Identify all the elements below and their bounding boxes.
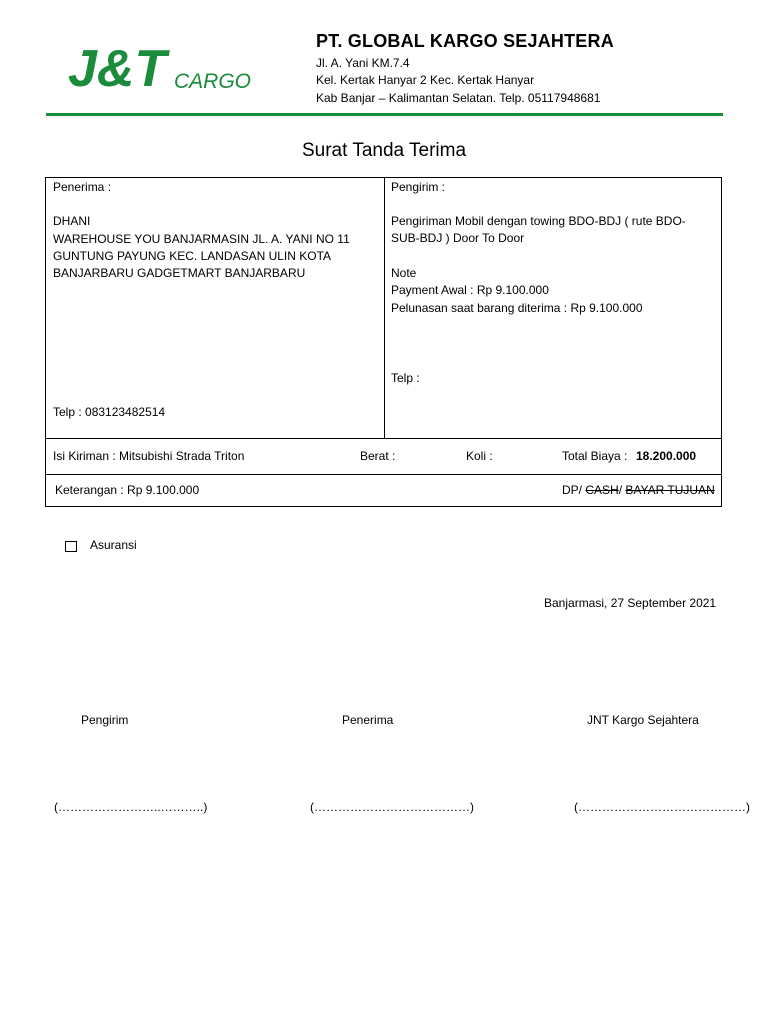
company-name: PT. GLOBAL KARGO SEJAHTERA — [316, 31, 614, 51]
signature-receiver-label: Penerima — [342, 713, 394, 727]
dp-label: DP/ — [562, 483, 583, 497]
total-value: 18.200.000 — [636, 449, 697, 463]
weight-label: Berat : — [360, 449, 396, 463]
receiver-telp: Telp : 083123482514 — [53, 405, 166, 419]
logo-jnt-text: J&T — [68, 40, 167, 96]
signature-company-line: (……………………………………) — [574, 800, 750, 814]
document-date: Banjarmasi, 27 September 2021 — [544, 596, 717, 610]
payment-method — [562, 483, 715, 497]
signature-sender-label: Pengirim — [81, 713, 129, 727]
insurance-checkbox[interactable] — [65, 541, 77, 552]
receiver-address: WAREHOUSE YOU BANJARMASIN JL. A. YANI NO 11 GUNTUNG PAYUNG KEC. LANDASAN ULIN KOTA BANJARBARU GADGETMART BANJARBARU — [53, 232, 350, 280]
row-divider-2 — [45, 474, 722, 475]
signature-company-label: JNT Kargo Sejahtera — [587, 713, 699, 727]
bayar-tujuan-label: BAYAR TUJUAN — [625, 483, 715, 497]
cash-label: CASH — [585, 483, 619, 497]
sender-label: Pengirim : — [391, 180, 446, 194]
header-divider — [46, 113, 723, 116]
signature-receiver-line: (…………………………………) — [310, 800, 474, 814]
note-label: Note — [391, 266, 417, 280]
insurance-label: Asuransi — [90, 538, 137, 552]
payment-initial: Payment Awal : Rp 9.100.000 — [391, 283, 549, 297]
company-logo — [66, 40, 256, 96]
row-divider-1 — [45, 438, 722, 439]
column-divider — [384, 177, 385, 438]
payment-final: Pelunasan saat barang diterima : Rp 9.100.000 — [391, 301, 643, 315]
sender-description: Pengiriman Mobil dengan towing BDO-BDJ ( rute BDO-SUB-BDJ ) Door To Door — [391, 214, 686, 245]
sender-telp: Telp : — [391, 371, 420, 385]
document-title: Surat Tanda Terima — [301, 140, 467, 161]
company-address-line-3: Kab Banjar – Kalimantan Selatan. Telp. 05117948681 — [316, 91, 601, 105]
remarks-text: Keterangan : Rp 9.100.000 — [55, 483, 200, 497]
payment-separator: / — [618, 483, 623, 497]
receiver-name: DHANI — [53, 214, 91, 228]
shipment-contents: Isi Kiriman : Mitsubishi Strada Triton — [53, 449, 245, 463]
company-address-line-2: Kel. Kertak Hanyar 2 Kec. Kertak Hanyar — [316, 73, 535, 87]
koli-label: Koli : — [466, 449, 493, 463]
receiver-label: Penerima : — [53, 180, 112, 194]
signature-sender-line: (……………………..………..) — [54, 800, 208, 814]
total-label: Total Biaya : — [562, 449, 628, 463]
logo-cargo-text: CARGO — [174, 70, 252, 93]
company-address-line-1: Jl. A. Yani KM.7.4 — [316, 56, 410, 70]
